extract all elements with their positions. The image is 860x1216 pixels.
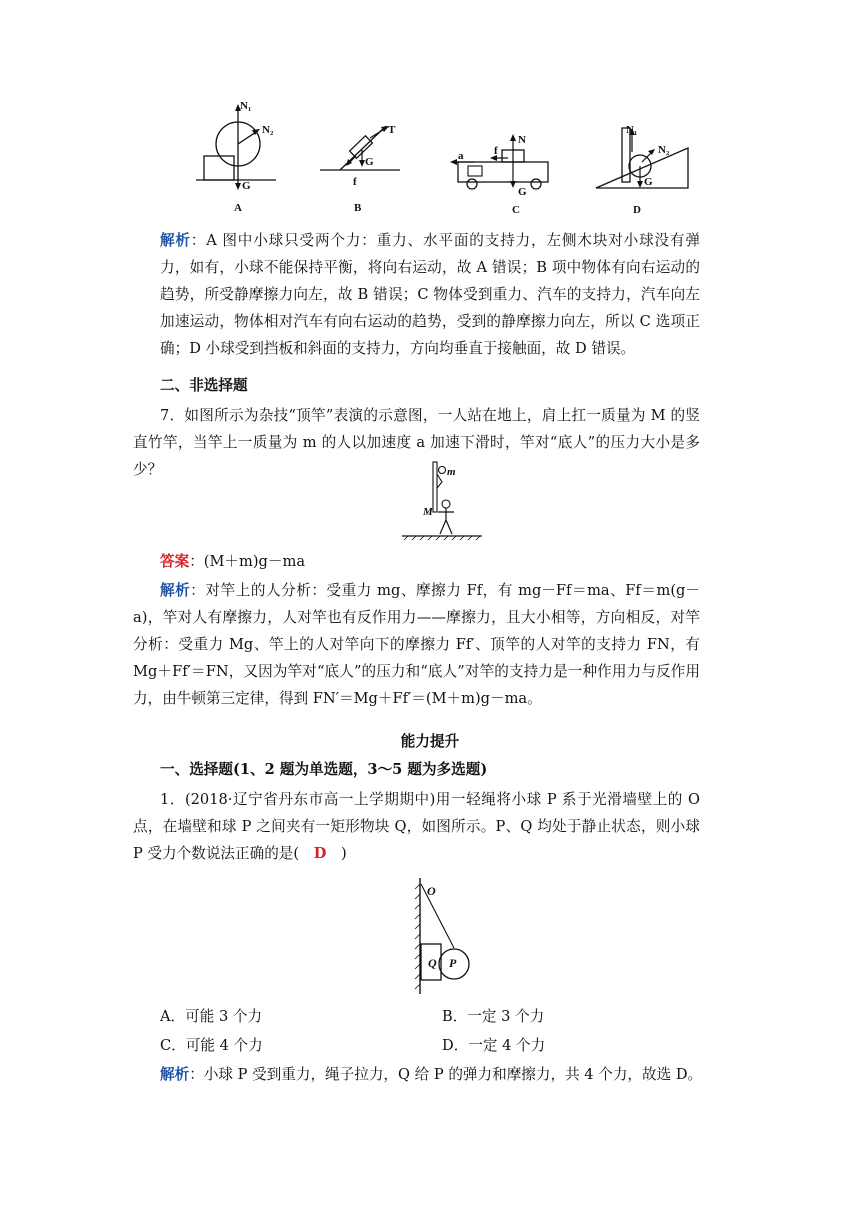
q1-text-end: ) <box>326 845 347 862</box>
fig-c-f-label: f <box>494 145 498 157</box>
fig-q1-p-label: P <box>449 956 457 970</box>
fig-d-n2-label: N₂ <box>658 144 670 156</box>
q6-analysis <box>160 227 700 362</box>
fig-c-n-label: N <box>518 134 526 146</box>
figure-c <box>448 132 558 196</box>
option-b[interactable]: B．一定 3 个力 <box>442 1008 545 1025</box>
section1-title: 一、选择题(1、2 题为单选题，3～5 题为多选题) <box>160 761 488 778</box>
fig-q7-m-label: m <box>447 466 456 478</box>
fig-q7-M-label: M <box>423 506 433 518</box>
fig-a-g-label: G <box>242 180 251 192</box>
fig-q1-o-label: O <box>427 884 436 898</box>
analysis-label: 解析 <box>160 582 191 599</box>
fig-q1-q-label: Q <box>428 956 437 970</box>
q7-question: 7．如图所示为杂技“顶竿”表演的示意图，一人站在地上，肩上扛一质量为 M 的竖直竹竿，当竿上一质量为 m 的人以加速度 a 加速下滑时，竿对“底人”的压力大小是多少？ <box>133 407 700 478</box>
fig-b-t-label: T <box>388 124 396 136</box>
fig-d-n1-label: N₁ <box>626 124 638 136</box>
q1-inline-answer: D <box>313 845 327 862</box>
figure-q7 <box>402 460 482 540</box>
fig-b-f-label: f <box>353 176 357 188</box>
fig-c-a-label: a <box>458 150 464 162</box>
analysis-label: 解析 <box>160 1066 190 1083</box>
option-d[interactable]: D．一定 4 个力 <box>442 1037 546 1054</box>
figure-d <box>592 122 692 192</box>
answer-label: 答案 <box>160 553 190 570</box>
analysis-text: ：小球 P 受到重力，绳子拉力，Q 给 P 的弹力和摩擦力，共 4 个力，故选 D。 <box>189 1066 703 1083</box>
fig-a-n2-label: N₂ <box>262 124 274 136</box>
fig-a-caption: A <box>234 202 242 214</box>
fig-b-caption: B <box>354 202 362 214</box>
fig-c-caption: C <box>512 204 520 216</box>
fig-d-caption: D <box>633 204 641 216</box>
answer-text: ：(M＋m)g－ma <box>189 553 306 570</box>
figure-q1 <box>404 876 484 998</box>
q1-analysis <box>160 1063 702 1084</box>
q7-analysis <box>133 577 700 712</box>
analysis-label: 解析 <box>160 232 191 249</box>
analysis-text: ：A 图中小球只受两个力：重力、水平面的支持力，左侧木块对小球没有弹力，如有，小球不能保持平衡，将向右运动，故 A 错误；B 项中物体有向右运动的趋势，所受静摩擦力向左，故 B 错误；C 物体受到重力、汽车的支持力，汽车向左加速运动，物体相对汽车有向右运动的趋势，受到的静摩擦力向左，所以 C 选项正确；D 小球受到挡板和斜面的支持力，方向均垂直于接触面，故 D 错误。 <box>160 232 700 357</box>
figure-a <box>196 98 276 198</box>
option-c[interactable]: C．可能 4 个力 <box>160 1037 263 1054</box>
ability-title: 能力提升 <box>400 733 460 750</box>
fig-b-g-label: G <box>365 156 374 168</box>
q1-text: 1．(2018·辽宁省丹东市高一上学期期中)用一轻绳将小球 P 系于光滑墙壁上的 O 点，在墙壁和球 P 之间夹有一矩形物块 Q，如图所示。P、Q 均处于静止状态，则小球 P 受力个数说法正确的是( <box>133 791 700 862</box>
fig-d-g-label: G <box>644 176 653 188</box>
section2-title: 二、非选择题 <box>160 377 248 394</box>
fig-a-n1-label: N₁ <box>240 100 252 112</box>
analysis-text: ：对竿上的人分析：受重力 mg、摩擦力 Ff，有 mg－Ff＝ma、Ff＝m(g－a)，竿对人有摩擦力，人对竿也有反作用力——摩擦力，且大小相等，方向相反，对竿分析：受重力 Mg、竿上的人对竿向下的摩擦力 Ff′、顶竿的人对竿的支持力 FN，有 Mg＋Ff′＝FN，又因为竿对“底人”的压力和“底人”对竿的支持力是一种作用力与反作用力，由牛顿第三定律，得到 FN′＝Mg＋Ff′＝(M＋m)g－ma。 <box>133 582 700 707</box>
q7-answer <box>160 550 305 571</box>
option-a[interactable]: A．可能 3 个力 <box>160 1008 263 1025</box>
q1-question <box>133 786 700 867</box>
fig-c-g-label: G <box>518 186 527 198</box>
